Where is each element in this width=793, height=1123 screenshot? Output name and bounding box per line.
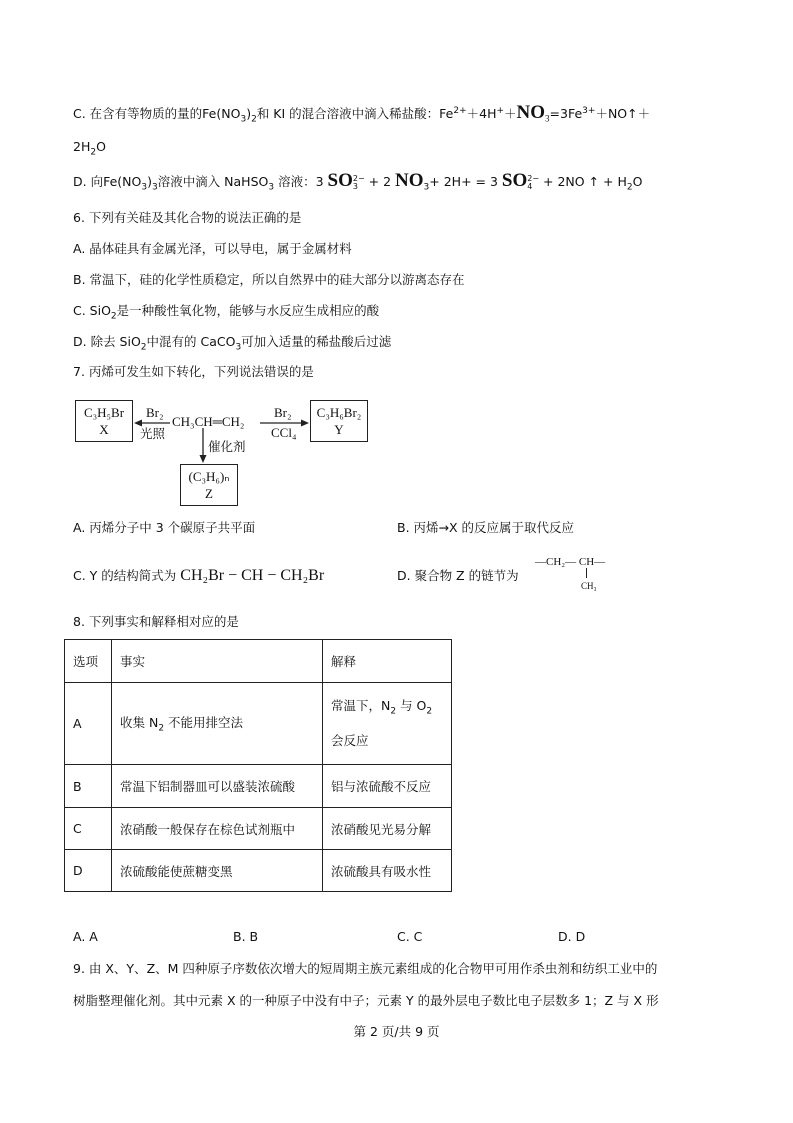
row-option: D	[65, 850, 112, 892]
q8-stem: 8. 下列事实和解释相对应的是	[73, 614, 239, 629]
q7-option-a: A. 丙烯分子中 3 个碳原子共平面	[73, 520, 256, 535]
row-explanation: 常温下，$N_2$ 与 $O_2$ 会反应	[323, 683, 452, 765]
q5-option-c-line2: $2H_2O$	[73, 139, 106, 158]
facts-table	[64, 639, 452, 892]
q6-option-b: B. 常温下，硅的化学性质稳定，所以自然界中的硅大部分以游离态存在	[73, 272, 465, 287]
q6-stem: 6. 下列有关硅及其化合物的说法正确的是	[73, 210, 302, 225]
compound-y-label: Y	[334, 422, 344, 437]
row-option: C	[65, 808, 112, 850]
table-row	[65, 808, 452, 850]
propene-formula: CH₃CH═CH₂	[172, 414, 245, 429]
q6-option-d: D. 除去 SiO$_2$中混有的 CaCO$_3$可加入适量的稀盐酸后过滤	[73, 334, 392, 353]
row-fact: 浓硝酸一般保存在棕色试剂瓶中	[112, 808, 323, 850]
compound-z-label: Z	[205, 486, 213, 501]
compound-x-formula: C₃H₅Br	[83, 405, 125, 420]
q7-option-b: B. 丙烯→X 的反应属于取代反应	[397, 520, 575, 535]
row-explanation: 铝与浓硫酸不反应	[323, 765, 452, 808]
header-explanation: 解释	[323, 640, 452, 683]
row-option: A	[65, 683, 112, 765]
compound-z-formula: (C₃H₆)ₙ	[188, 469, 230, 484]
table-row	[65, 765, 452, 808]
q6-option-c: C. SiO$_2$是一种酸性氧化物，能够与水反应生成相应的酸	[73, 303, 380, 322]
row-explanation: 浓硝酸见光易分解	[323, 808, 452, 850]
polymer-chain-unit	[535, 556, 606, 591]
catalyst-label: 催化剂	[208, 439, 246, 454]
left-condition: 光照	[140, 426, 166, 441]
header-fact: 事实	[112, 640, 323, 683]
row-explanation: 浓硫酸具有吸水性	[323, 850, 452, 892]
chain-unit-main: —CH₂— CH—	[535, 556, 606, 568]
q7-option-d: D. 聚合物 Z 的链节为	[397, 568, 519, 583]
row-fact: 收集 $N_2$ 不能用排空法	[112, 683, 323, 765]
q5-option-c: C. 在含有等物质的量的$Fe(NO_3)_2$和 KI 的混合溶液中滴入稀盐酸：$Fe^{2+}+4H^++NO_3=3Fe^{3+}+NO↑+$	[73, 102, 651, 125]
chain-branch-bond	[586, 568, 587, 578]
row-fact: 浓硫酸能使蔗糖变黑	[112, 850, 323, 892]
q8-option-a: A. A	[73, 929, 98, 944]
down-arrow	[198, 428, 208, 464]
q9-line2: 树脂整理催化剂。其中元素 X 的一种原子中没有中子；元素 Y 的最外层电子数比电子层数多 1；Z 与 X 形	[73, 993, 659, 1008]
compound-x-box	[75, 400, 133, 442]
compound-y-box	[310, 400, 368, 442]
table-header-row	[65, 640, 452, 683]
compound-z-box	[180, 464, 238, 506]
q8-option-b: B. B	[233, 929, 259, 944]
chain-branch-methyl: CH₃	[581, 581, 597, 591]
header-option: 选项	[65, 640, 112, 683]
q8-option-d: D. D	[558, 929, 586, 944]
q7-stem: 7. 丙烯可发生如下转化，下列说法错误的是	[73, 364, 314, 379]
compound-y-formula: C₃H₆Br₂	[316, 405, 362, 420]
right-condition: CCl₄	[271, 425, 297, 440]
table-row	[65, 683, 452, 765]
q8-option-c: C. C	[397, 929, 423, 944]
q7-option-c: C. Y 的结构简式为 CH₂Br − CH − CH₂Br	[73, 567, 325, 584]
q5-option-d: D. 向$Fe(NO_3)_3$溶液中滴入 NaHSO$_3$ 溶液：3 SO 2− 3 + 2 $NO_3+ 2H+ = 3$ SO 2− 4 + 2NO ↑ + $H_2O$	[73, 170, 643, 193]
q6-option-a: A. 晶体硅具有金属光泽，可以导电，属于金属材料	[73, 241, 352, 256]
row-fact: 常温下铝制器皿可以盛装浓硫酸	[112, 765, 323, 808]
right-reagent: Br₂	[274, 405, 292, 420]
page-footer: 第 2 页/共 9 页	[353, 1024, 440, 1039]
q9-line1: 9. 由 X、Y、Z、M 四种原子序数依次增大的短周期主族元素组成的化合物甲可用作杀虫剂和纺织工业中的	[73, 961, 658, 976]
left-reagent: Br₂	[146, 405, 164, 420]
row-option: B	[65, 765, 112, 808]
table-row	[65, 850, 452, 892]
compound-x-label: X	[99, 422, 109, 437]
